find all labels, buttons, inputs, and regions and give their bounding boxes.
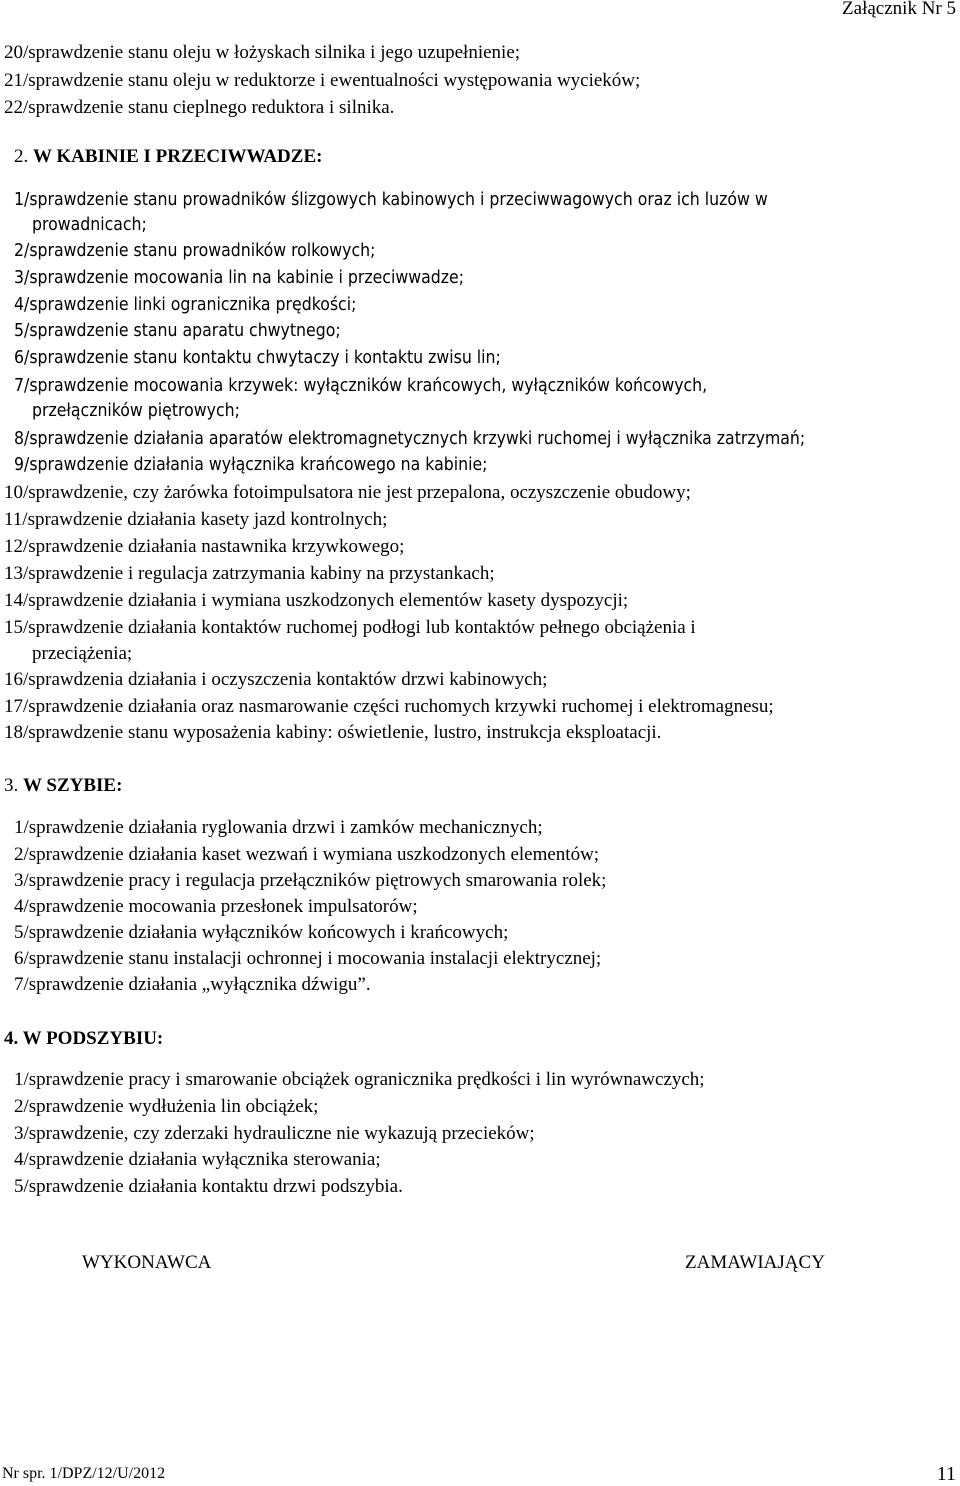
list-item: 10/sprawdzenie, czy żarówka fotoimpulsatora nie jest przepalona, oczyszczenie obudowy;	[4, 482, 691, 503]
list-item: 5/sprawdzenie stanu aparatu chwytnego;	[14, 321, 341, 341]
list-item: 5/sprawdzenie działania wyłączników końcowych i krańcowych;	[14, 922, 509, 943]
list-item: 9/sprawdzenie działania wyłącznika krańcowego na kabinie;	[14, 455, 488, 475]
list-item-continuation: prowadnicach;	[32, 215, 147, 235]
section-2-heading	[14, 146, 322, 168]
attachment-label: Załącznik Nr 5	[842, 0, 956, 19]
document-reference: Nr spr. 1/DPZ/12/U/2012	[2, 1465, 166, 1482]
contractor-signature-label: WYKONAWCA	[82, 1252, 212, 1273]
list-item: 15/sprawdzenie działania kontaktów ruchomej podłogi lub kontaktów pełnego obciążenia i	[4, 617, 696, 638]
section-3-heading	[4, 775, 122, 797]
list-item: 4/sprawdzenie linki ogranicznika prędkości;	[14, 295, 357, 315]
list-item: 1/sprawdzenie działania ryglowania drzwi i zamków mechanicznych;	[14, 817, 543, 838]
list-item: 6/sprawdzenie stanu kontaktu chwytaczy i kontaktu zwisu lin;	[14, 348, 501, 368]
list-item-continuation: przełączników piętrowych;	[32, 401, 240, 421]
section-number: 2.	[14, 146, 29, 167]
client-signature-label: ZAMAWIAJĄCY	[685, 1252, 825, 1273]
list-item: 1/sprawdzenie pracy i smarowanie obciążek ogranicznika prędkości i lin wyrównawczych;	[14, 1069, 705, 1090]
list-item: 7/sprawdzenie działania „wyłącznika dźwigu”.	[14, 974, 371, 995]
list-item: 7/sprawdzenie mocowania krzywek: wyłączników krańcowych, wyłączników końcowych,	[14, 376, 708, 396]
list-item: 14/sprawdzenie działania i wymiana uszkodzonych elementów kasety dyspozycji;	[4, 590, 629, 611]
section-number: 4.	[4, 1028, 19, 1049]
list-item: 18/sprawdzenie stanu wyposażenia kabiny: oświetlenie, lustro, instrukcja eksploatacji.	[4, 722, 662, 743]
list-item: 3/sprawdzenie pracy i regulacja przełączników piętrowych smarowania rolek;	[14, 870, 607, 891]
list-item: 5/sprawdzenie działania kontaktu drzwi podszybia.	[14, 1176, 403, 1197]
list-item: 16/sprawdzenia działania i oczyszczenia kontaktów drzwi kabinowych;	[4, 669, 548, 690]
list-item: 2/sprawdzenie wydłużenia lin obciążek;	[14, 1096, 319, 1117]
list-item: 1/sprawdzenie stanu prowadników ślizgowych kabinowych i przeciwwagowych oraz ich luzów w	[14, 190, 768, 210]
section-title: W KABINIE I PRZECIWWADZE:	[33, 146, 323, 167]
list-item: 6/sprawdzenie stanu instalacji ochronnej i mocowania instalacji elektrycznej;	[14, 948, 602, 969]
section-4-heading	[4, 1028, 163, 1050]
list-item: 3/sprawdzenie mocowania lin na kabinie i przeciwwadze;	[14, 268, 465, 288]
list-item: 20/sprawdzenie stanu oleju w łożyskach silnika i jego uzupełnienie;	[4, 42, 521, 63]
list-item: 13/sprawdzenie i regulacja zatrzymania kabiny na przystankach;	[4, 563, 495, 584]
list-item: 8/sprawdzenie działania aparatów elektromagnetycznych krzywki ruchomej i wyłącznika zatrzymań;	[14, 429, 806, 449]
section-title: W PODSZYBIU:	[22, 1028, 164, 1049]
section-number: 3.	[4, 775, 19, 796]
page-number: 11	[936, 1463, 956, 1485]
list-item: 17/sprawdzenie działania oraz nasmarowanie części ruchomych krzywki ruchomej i elektromagnesu;	[4, 696, 774, 717]
list-item: 3/sprawdzenie, czy zderzaki hydrauliczne nie wykazują przecieków;	[14, 1123, 535, 1144]
list-item: 12/sprawdzenie działania nastawnika krzywkowego;	[4, 536, 405, 557]
section-title: W SZYBIE:	[23, 775, 123, 796]
list-item: 2/sprawdzenie działania kaset wezwań i wymiana uszkodzonych elementów;	[14, 844, 600, 865]
list-item: 4/sprawdzenie działania wyłącznika sterowania;	[14, 1149, 381, 1170]
list-item: 11/sprawdzenie działania kasety jazd kontrolnych;	[4, 509, 388, 530]
list-item-continuation: przeciążenia;	[32, 643, 133, 664]
list-item: 2/sprawdzenie stanu prowadników rolkowych;	[14, 241, 376, 261]
list-item: 4/sprawdzenie mocowania przesłonek impulsatorów;	[14, 896, 418, 917]
list-item: 22/sprawdzenie stanu cieplnego reduktora i silnika.	[4, 97, 395, 118]
list-item: 21/sprawdzenie stanu oleju w reduktorze i ewentualności występowania wycieków;	[4, 70, 641, 91]
